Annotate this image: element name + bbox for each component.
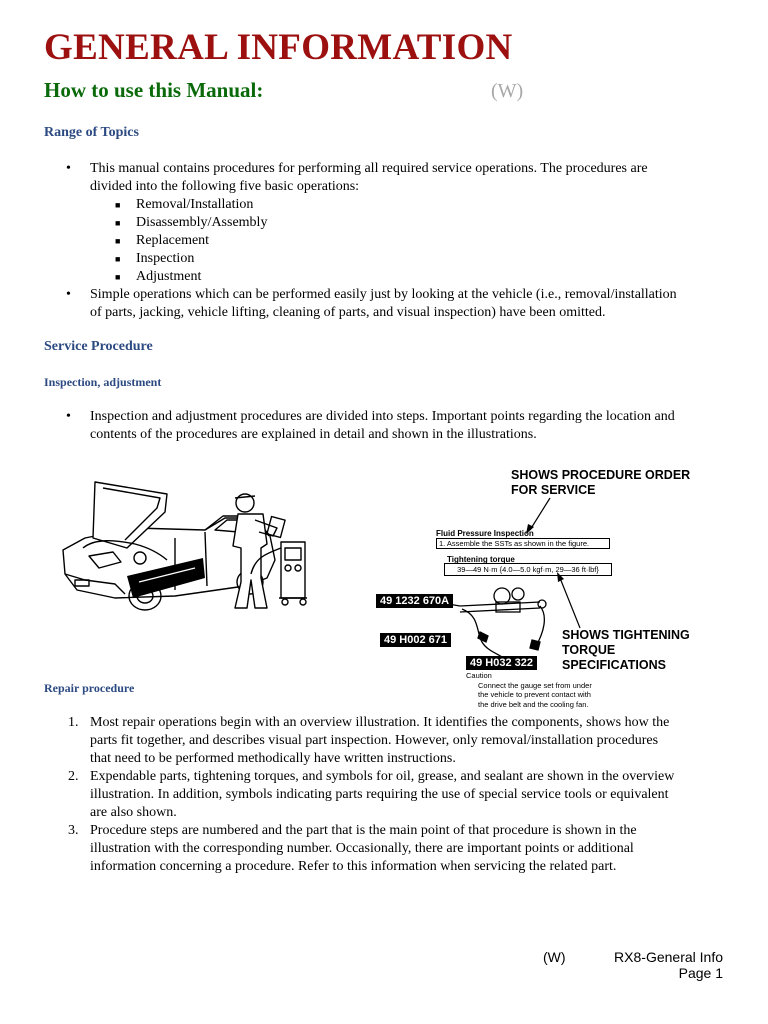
square-bullet-icon: ■ [115,272,121,282]
square-bullet-icon: ■ [115,218,121,228]
page-title: GENERAL INFORMATION [44,27,513,68]
inspection-adjustment-heading: Inspection, adjustment [44,375,162,389]
square-bullet-icon: ■ [115,254,121,264]
bullet-icon: • [66,287,71,302]
list-item: • Simple operations which can be performed easily just by looking at the vehicle (i.e., removal/installation of parts, jacking, vehicle lifting, cleaning of parts, and visual inspection) have been omitted. [66,287,677,320]
list-item: 2. Expendable parts, tightening torques, and symbols for oil, grease, and sealant are shown in the overview illustration. In addition, symbols indicating parts requiring the use of special service tools or equivalent are also shown. [68,769,675,820]
footer-page-number: Page 1 [678,965,723,981]
gauge-set-illustration [440,576,570,666]
torque-value: 39—49 N·m {4.0—5.0 kgf·m, 29—36 ft·lbf} [444,563,612,576]
part-number-tag: 49 H002 671 [380,633,451,647]
list-item: • This manual contains procedures for performing all required service operations. The procedures are divided into the following five basic operations: ■ Removal/Installation ■ Disassembly/Assembly ■ Replacement ■ Inspection ■ Adjustment [90,160,740,286]
service-procedure-heading: Service Procedure [44,339,153,354]
repair-procedure-heading: Repair procedure [44,681,135,695]
inspection-list [66,408,740,444]
footer-code: (W) [543,949,566,965]
torque-title: Tightening torque [447,555,515,564]
bullet-icon: • [66,409,71,424]
section-code: (W) [491,80,524,102]
list-item: • Inspection and adjustment procedures are divided into steps. Important points regarding the location and contents of the procedures are explained in detail and shown in the illustrations. [66,409,675,442]
bullet-icon: • [66,161,71,176]
callout-arrow-order [520,494,560,534]
list-item: 3. Procedure steps are numbered and the part that is the main point of that procedure is shown in the illustration with the corresponding number. Occasionally, there are important points or additional information concerning a procedure. Refer to this information when servicing the related part. [68,823,637,874]
car-mechanic-illustration [55,478,315,623]
callout-tightening-torque: SHOWS TIGHTENING TORQUE SPECIFICATIONS [562,628,690,672]
footer-doc-title: RX8-General Info [614,949,723,965]
square-bullet-icon: ■ [115,236,121,246]
square-bullet-icon: ■ [115,200,121,210]
caution-note: Caution Connect the gauge set from under the vehicle to prevent contact with the drive belt and the cooling fan. [466,671,592,709]
operations-sublist [90,196,740,286]
callout-arrow-torque [552,570,592,632]
range-of-topics-list [66,160,740,322]
sublist-item: ■ Adjustment [115,269,202,284]
sublist-item: ■ Removal/Installation [115,197,254,212]
part-number-tag: 49 H032 322 [466,656,537,670]
page-subtitle: How to use this Manual: [44,78,264,102]
callout-procedure-order: SHOWS PROCEDURE ORDER FOR SERVICE [511,468,691,497]
list-item: 1. Most repair operations begin with an overview illustration. It identifies the components, shows how the parts fit together, and describes visual part inspection. However, only removal/installation procedures that need to be performed methodically have written instructions. [68,715,670,766]
sublist-item: ■ Inspection [115,251,195,266]
sublist-item: ■ Disassembly/Assembly [115,215,268,230]
sublist-item: ■ Replacement [115,233,210,248]
fluid-inspection-title: Fluid Pressure Inspection [436,529,534,538]
fluid-inspection-step: 1. Assemble the SSTs as shown in the figure. [436,538,610,549]
repair-procedure-list [68,714,740,876]
part-number-tag: 49 1232 670A [376,594,453,608]
range-of-topics-heading: Range of Topics [44,125,139,140]
